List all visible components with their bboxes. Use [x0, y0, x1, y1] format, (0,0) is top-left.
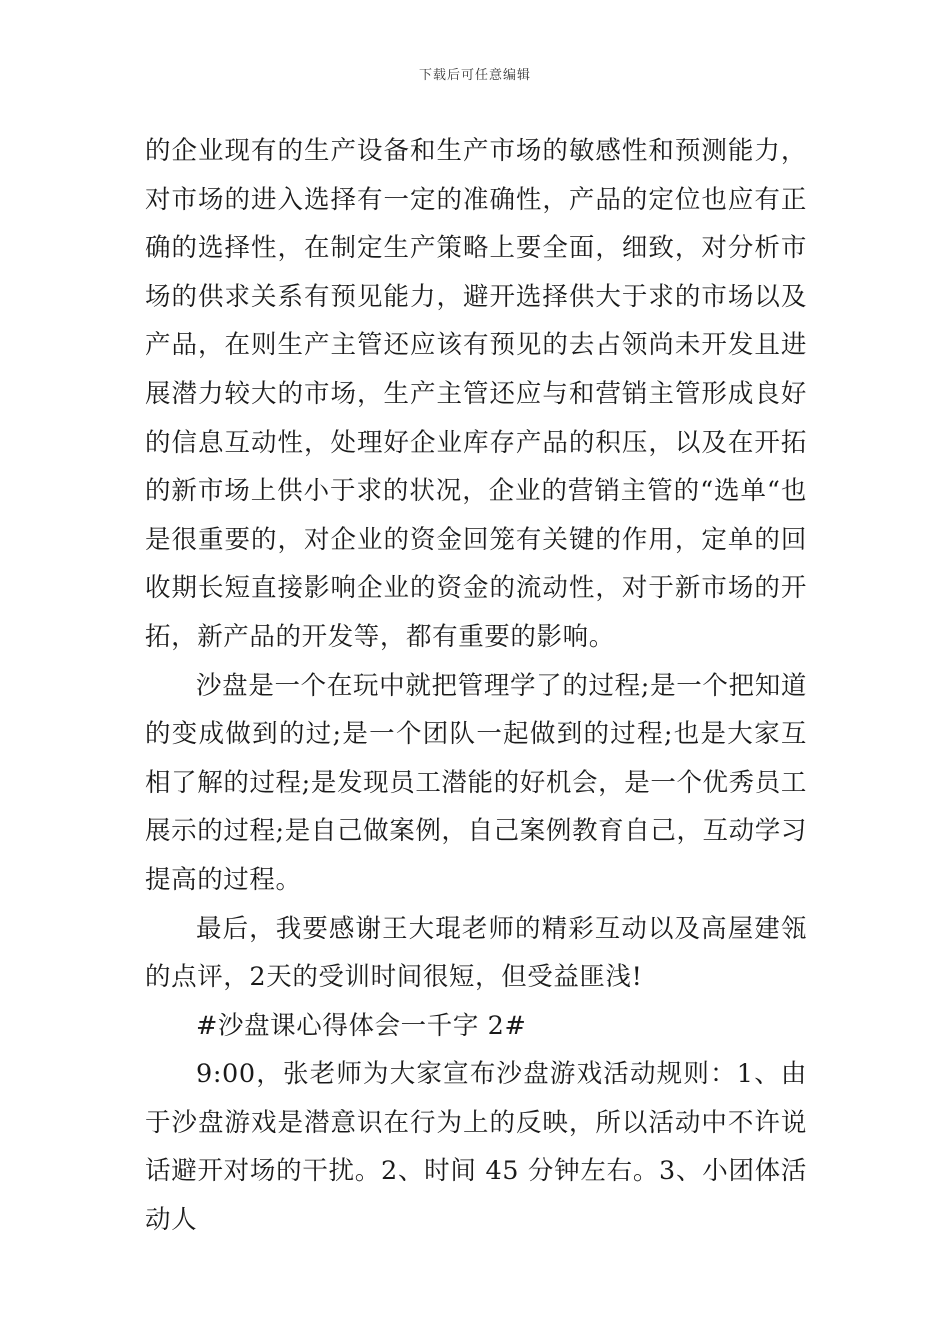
paragraph-market-analysis: 的企业现有的生产设备和生产市场的敏感性和预测能力，对市场的进入选择有一定的准确性，产品的定位也应有正确的选择性，在制定生产策略上要全面，细致，对分析市场的供求关系有预见能力，避开选择供大于求的市场以及产品，在则生产主管还应该有预见的去占领尚未开发且进展潜力较大的市场，生产主管还应与和营销主管形成良好的信息互动性，处理好企业库存产品的积压，以及在开拓的新市场上供小于求的状况，企业的营销主管的“选单“也是很重要的，对企业的资金回笼有关键的作用，定单的回收期长短直接影响企业的资金的流动性，对于新市场的开拓，新产品的开发等，都有重要的影响。 [145, 136, 807, 652]
document-body [145, 127, 807, 1245]
paragraph-game-rules: 9:00，张老师为大家宣布沙盘游戏活动规则：1、由于沙盘游戏是潜意识在行为上的反映，所以活动中不许说话避开对场的干扰。2、时间 45 分钟左右。3、小团体活动人 [145, 1059, 807, 1236]
paragraph-thanks: 最后，我要感谢王大琨老师的精彩互动以及高屋建瓴的点评，2天的受训时间很短，但受益匪浅! [145, 913, 807, 993]
page-header: 下载后可任意编辑 [418, 68, 531, 83]
paragraph-sandbox-process: 沙盘是一个在玩中就把管理学了的过程;是一个把知道的变成做到的过;是一个团队一起做到的过程;也是大家互相了解的过程;是发现员工潜能的好机会，是一个优秀员工展示的过程;是自己做案例，自己案例教育自己，互动学习提高的过程。 [145, 670, 807, 895]
section-heading: #沙盘课心得体会一千字 2# [196, 1010, 527, 1041]
